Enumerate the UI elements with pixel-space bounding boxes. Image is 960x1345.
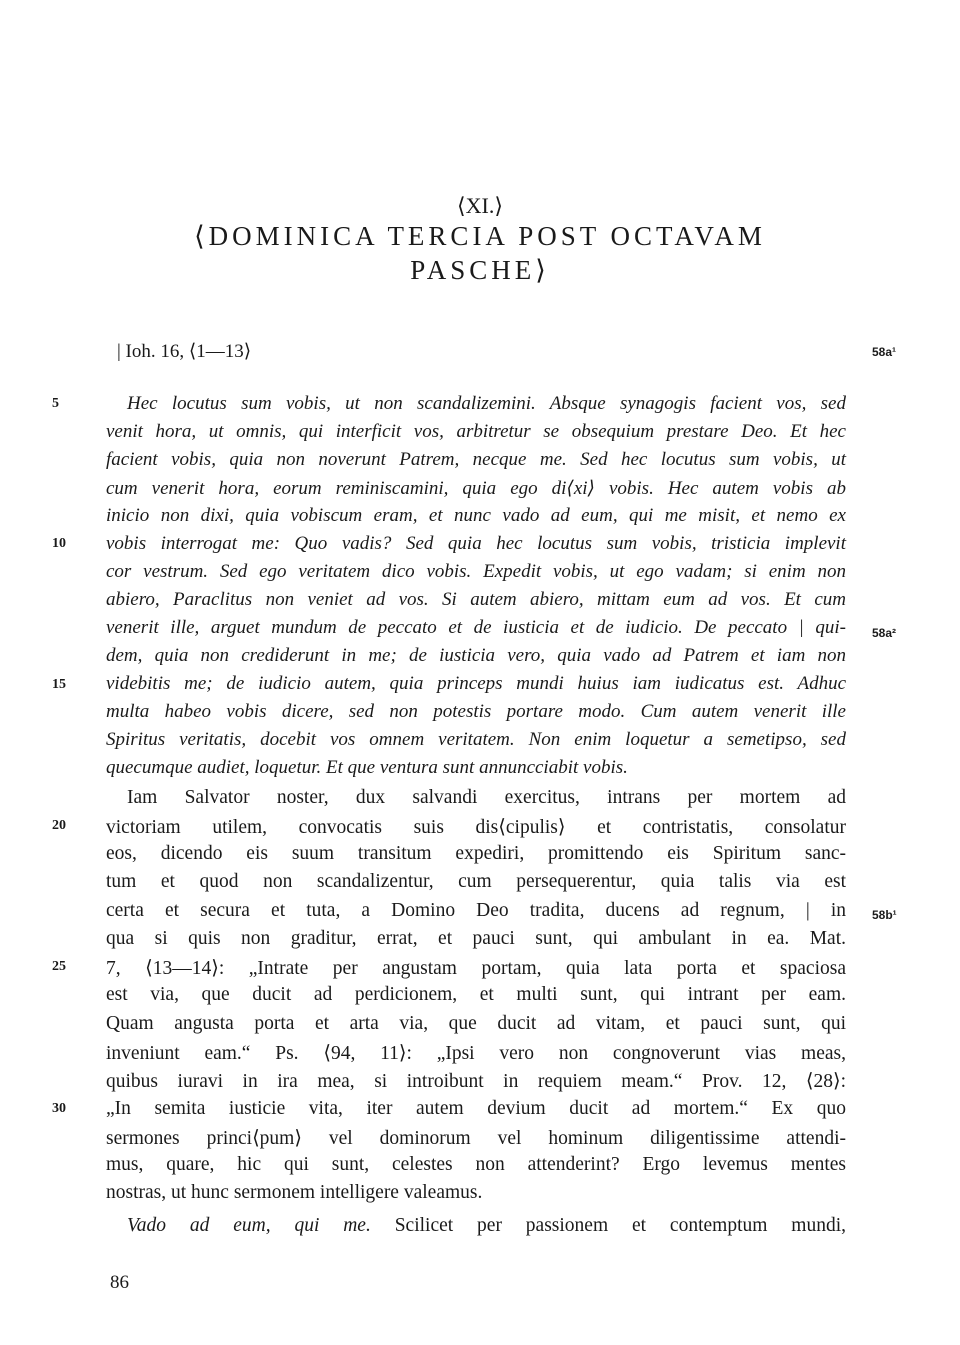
scripture-line: abiero, Paraclitus non veniet ad vos. Si autem abiero, mittam eum ad vos. Et cum — [106, 589, 846, 610]
scripture-line: multa habeo vobis dicere, sed non potestis portare modo. Cum autem venerit ille — [106, 701, 846, 722]
scripture-line: dem, quia non crediderunt in me; de iusticia vero, quia vado ad Patrem et iam non — [106, 645, 846, 666]
folio-mark: 58a¹ — [872, 345, 897, 359]
scripture-line: Spiritus veritatis, docebit vos omnem veritatem. Non enim loquetur a semetipso, sed — [106, 729, 846, 750]
line-number: 20 — [52, 818, 66, 833]
line-number: 30 — [52, 1101, 66, 1116]
commentary-line: est via, que ducit ad perdicionem, et multi sunt, qui intrant per eam. — [106, 984, 846, 1005]
commentary-line: quibus iuravi in ira mea, si introibunt in requiem meam.“ Prov. 12, ⟨28⟩: — [106, 1071, 846, 1092]
section-number: ⟨XI.⟩ — [457, 193, 503, 218]
commentary-line: Iam Salvator noster, dux salvandi exercitus, intrans per mortem ad — [127, 787, 846, 808]
commentary-line: sermones princi⟨pum⟩ vel dominorum vel hominum diligentissime attendi- — [106, 1128, 846, 1149]
commentary-line: eos, dicendo eis suum transitum expediri, promittendo eis Spiritum sanc- — [106, 843, 846, 864]
final-line — [127, 1215, 846, 1243]
scripture-line: cor vestrum. Sed ego veritatem dico vobis. Expedit vobis, ut ego vadam; si enim non — [106, 561, 846, 582]
commentary-line: qua si quis non graditur, errat, et pauci sunt, qui ambulant in ea. Mat. — [106, 928, 846, 949]
commentary-line: tum et quod non scandalizentur, cum persequerentur, quia talis via est — [106, 871, 846, 892]
commentary-line: „In semita iusticie vita, iter autem devium ducit ad mortem.“ Ex quo — [106, 1098, 846, 1119]
scripture-reference: | Ioh. 16, ⟨1—13⟩ — [117, 341, 252, 362]
final-line-italic: Vado ad eum, qui me. — [127, 1215, 371, 1236]
scripture-line: cum venerit hora, eorum reminiscamini, quia ego di⟨xi⟩ vobis. Hec autem vobis ab — [106, 478, 846, 499]
sermon-title — [100, 219, 860, 287]
scripture-line: venerit ille, arguet mundum de peccato et de iusticia et de iudicio. De peccato | qui- — [106, 617, 846, 638]
title-line-2: PASCHE⟩ — [410, 255, 550, 285]
commentary-line: certa et secura et tuta, a Domino Deo tradita, ducens ad regnum, | in — [106, 900, 846, 921]
scripture-line: venit hora, ut omnis, qui interficit vos, arbitretur se obsequium prestare Deo. Et hec — [106, 421, 846, 442]
page-number: 86 — [110, 1272, 129, 1293]
scripture-line: quecumque audiet, loquetur. Et que ventura sunt annuncciabit vobis. — [106, 757, 628, 778]
folio-mark: 58b¹ — [872, 908, 897, 922]
scripture-line: facient vobis, quia non noverunt Patrem, necque me. Sed hec locutus sum vobis, ut — [106, 449, 846, 470]
line-number: 15 — [52, 677, 66, 692]
commentary-line: nostras, ut hunc sermonem intelligere valeamus. — [106, 1182, 483, 1203]
final-line-text: Scilicet per passionem et contemptum mundi, — [370, 1215, 846, 1236]
scripture-line: vobis interrogat me: Quo vadis? Sed quia hec locutus sum vobis, tristicia implevit — [106, 533, 846, 554]
commentary-line: victoriam utilem, convocatis suis dis⟨cipulis⟩ et contristatis, consolatur — [106, 817, 846, 838]
commentary-line: mus, quare, hic qui sunt, celestes non attenderint? Ergo levemus mentes — [106, 1154, 846, 1175]
commentary-line: inveniunt eam.“ Ps. ⟨94, 11⟩: „Ipsi vero non congnoverunt vias meas, — [106, 1043, 846, 1064]
folio-mark: 58a² — [872, 626, 897, 640]
commentary-line: 7, ⟨13—14⟩: „Intrate per angustam portam, quia lata porta et spaciosa — [106, 958, 846, 979]
line-number: 10 — [52, 536, 66, 551]
scripture-line: Hec locutus sum vobis, ut non scandalizemini. Absque synagogis facient vos, sed — [127, 393, 846, 414]
line-number: 5 — [52, 396, 59, 411]
scripture-line: inicio non dixi, quia vobiscum eram, et nunc vado ad eum, qui me misit, et nemo ex — [106, 505, 846, 526]
commentary-line: Quam angusta porta et arta via, que ducit ad vitam, et pauci sunt, qui — [106, 1013, 846, 1034]
scripture-line: videbitis me; de iudicio autem, quia princeps mundi huius iam iudicatus est. Adhuc — [106, 673, 846, 694]
line-number: 25 — [52, 959, 66, 974]
title-line-1: ⟨DOMINICA TERCIA POST OCTAVAM — [194, 221, 766, 251]
